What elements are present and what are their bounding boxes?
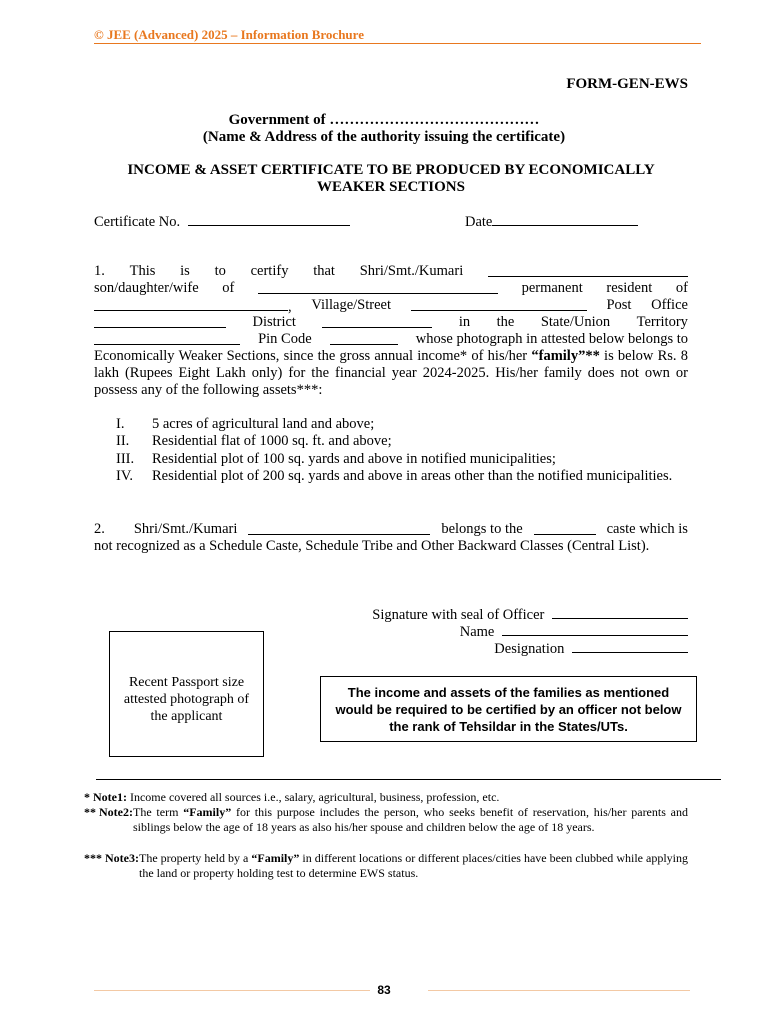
date-label: Date: [465, 214, 493, 230]
paragraph-2: [94, 521, 688, 555]
pin-code-blank: [330, 331, 398, 345]
parent-name-blank: [258, 280, 498, 294]
certificate-number-label: Certificate No.: [94, 214, 181, 230]
form-code: FORM-GEN-EWS: [566, 76, 688, 92]
name-blank: [488, 263, 688, 277]
page-number: 83: [377, 983, 391, 997]
signature-blank: [552, 605, 688, 619]
header-rule: [94, 43, 701, 44]
district-blank: [322, 314, 432, 328]
paragraph-1: [94, 263, 688, 399]
date-field: [465, 212, 638, 231]
tehsildar-note-box: [320, 676, 697, 742]
caste-blank: [534, 521, 596, 535]
para1-row3: , Village/Street Post Office: [94, 297, 688, 314]
designation-field: [494, 639, 688, 658]
para2-row1: 2. Shri/Smt./Kumari belongs to the caste which is: [94, 521, 688, 537]
note-1: * Note1: Income covered all sources i.e., salary, agricultural, business, profession, etc.: [84, 790, 500, 804]
designation-label: Designation: [494, 641, 565, 657]
brochure-header: © JEE (Advanced) 2025 – Information Brochure: [94, 27, 364, 42]
certificate-title: INCOME & ASSET CERTIFICATE TO BE PRODUCED BY ECONOMICALLY WEAKER SECTIONS: [127, 162, 655, 195]
residence-blank: [94, 297, 288, 311]
para1-row1: 1. This is to certify that Shri/Smt./Kumari: [94, 263, 688, 280]
para1-body: Economically Weaker Sections, since the gross annual income* of his/her “family”** is below Rs. 8 lakh (Rupees Eight Lakh only) for the financial year 2024-2025. His/her family does not own or possess any of the following assets***:: [94, 348, 688, 398]
certificate-number-field: [94, 212, 350, 231]
para1-row5: Pin Code whose photograph in attested below belongs to: [94, 331, 688, 348]
note-3: *** Note3: The property held by a “Family” in different locations or different places/cities have been clubbed while applying the land or property holding test to determine EWS status.: [84, 851, 688, 880]
village-blank: [411, 297, 587, 311]
designation-blank: [572, 639, 688, 653]
post-office-blank: [94, 314, 226, 328]
para1-row4: District in the State/Union Territory: [94, 314, 688, 331]
photograph-box: [109, 631, 264, 757]
authority-line: (Name & Address of the authority issuing the certificate): [202, 129, 566, 145]
signature-label: Signature with seal of Officer: [372, 607, 545, 623]
note-2: ** Note2: The term “Family” for this purpose includes the person, who seeks benefit of reservation, his/her parents and siblings below the age of 18 years as also his/her spouse and children below the age of 18 years.: [84, 805, 688, 834]
date-blank: [492, 212, 638, 226]
officer-name-blank: [502, 622, 688, 636]
notes-divider: [96, 779, 721, 780]
state-blank: [94, 331, 240, 345]
para1-row2: son/daughter/wife of permanent resident of: [94, 280, 688, 296]
para2-row2: not recognized as a Schedule Caste, Schedule Tribe and Other Backward Classes (Central List).: [94, 538, 650, 554]
tehsildar-note-text: The income and assets of the families as mentioned would be required to be certified by an officer not below the rank of Tehsildar in the States/UTs.: [335, 684, 682, 734]
caste-name-blank: [248, 521, 430, 535]
government-line: Government of ……………………………………: [228, 112, 540, 128]
certificate-number-blank: [188, 212, 350, 226]
photograph-box-text: Recent Passport size attested photograph of the applicant: [123, 674, 250, 724]
officer-name-label: Name: [459, 624, 495, 640]
